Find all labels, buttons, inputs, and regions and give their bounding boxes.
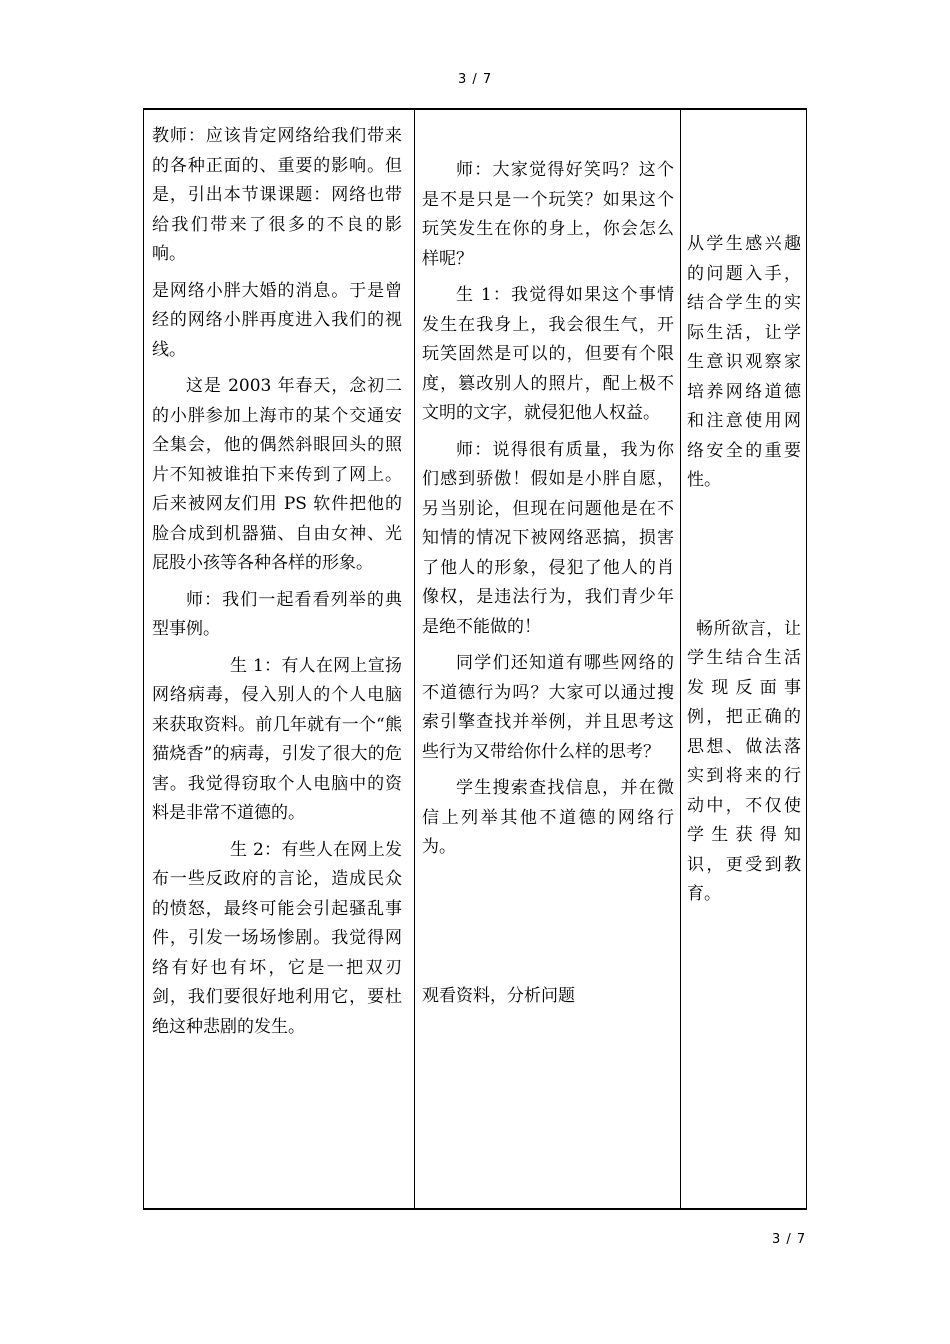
column-divider-2: [680, 110, 681, 1208]
activity-column: [422, 110, 674, 1018]
table-left-border: [143, 110, 144, 1208]
student-search-paragraph: 学生搜索查找信息，并在微信上列举其他不道德的网络行为。: [422, 778, 674, 857]
teacher-intro-paragraph: 教师：应该肯定网络给我们带来的各种正面的、重要的影响。但是，引出本节课课题：网络也带给我们带来了很多的不良的影响。: [152, 126, 402, 264]
search-task-paragraph: 同学们还知道有哪些网络的不道德行为吗？大家可以通过搜索引擎查找并举例，并且思考这些行为又带给你什么样的思考？: [422, 653, 674, 762]
page-number-top: 3 / 7: [458, 72, 493, 87]
story-paragraph: 这是 2003 年春天，念初二的小胖参加上海市的某个交通安全集会，他的偶然斜眼回头的照片不知被谁拍下来传到了网上。后来被网友们用 PS 软件把他的脸合成到机器猫、自由女神、光屁股小孩等各种各样的形象。: [152, 376, 402, 573]
teaching-content-column: [152, 110, 402, 1049]
design-intent-column: [687, 110, 801, 917]
intent-paragraph-2: 畅所欲言，让学生结合生活发现反面事例，把正确的思想、做法落实到将来的行动中，不仅使学生获得知识，更受到教育。: [687, 618, 801, 904]
student1-answer-paragraph: 生 1：我觉得如果这个事情发生在我身上，我会很生气，开玩笑固然是可以的，但要有个限度，篡改别人的照片，配上极不文明的文字，就侵犯他人权益。: [422, 285, 674, 423]
teacher-response-paragraph: 师：说得很有质量，我为你们感到骄傲！假如是小胖自愿，另当别论，但现在问题他是在不知情的情况下被网络恶搞，损害了他人的形象，侵犯了他人的肖像权，是违法行为，我们青少年是绝不能做的！: [422, 439, 674, 637]
teacher-example-paragraph: 师：我们一起看看列举的典型事例。: [152, 589, 402, 639]
column-divider-1: [414, 110, 415, 1208]
analysis-paragraph: 观看资料，分析问题: [422, 985, 575, 1006]
student1-paragraph: 生 1：有人在网上宣扬网络病毒，侵入别人的个人电脑来获取资料。前几年就有一个“熊猫烧香”的病毒，引发了很大的危害。我觉得窃取个人电脑中的资料是非常不道德的。: [152, 655, 402, 823]
page-number-bottom: 3 / 7: [772, 1232, 807, 1247]
news-paragraph: 是网络小胖大婚的消息。于是曾经的网络小胖再度进入我们的视线。: [152, 280, 402, 360]
intent-paragraph-1: 从学生感兴趣的问题入手，结合学生的实际生活，让学生意识观察家培养网络道德和注意使用网络安全的重要性。: [687, 234, 801, 490]
table-right-border: [806, 110, 807, 1208]
teacher-question-paragraph: 师：大家觉得好笑吗？这个是不是只是一个玩笑？如果这个玩笑发生在你的身上，你会怎么样呢？: [422, 160, 674, 269]
student2-paragraph: 生 2：有些人在网上发布一些反政府的言论，造成民众的愤怒，最终可能会引起骚乱事件，引发一场场惨剧。我觉得网络有好也有坏，它是一把双刃剑，我们要很好地利用它，要杜绝这种悲剧的发生。: [152, 839, 402, 1037]
table-bottom-border: [143, 1208, 807, 1210]
